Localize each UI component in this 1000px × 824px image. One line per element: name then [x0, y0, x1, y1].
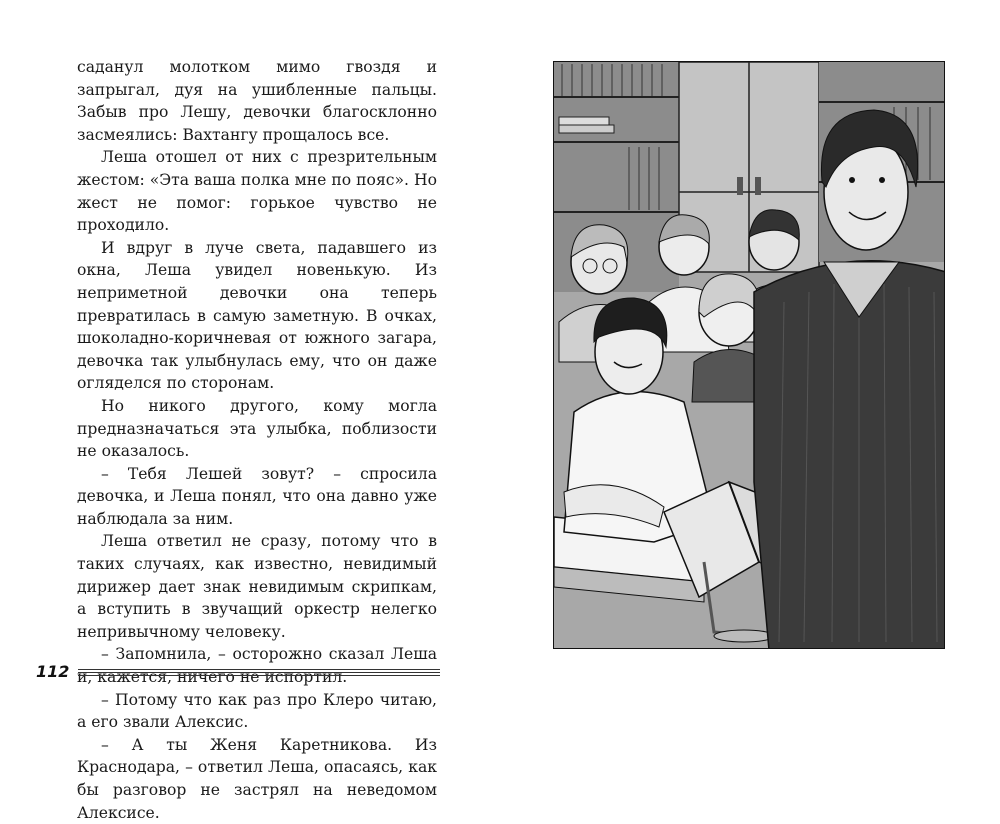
footer-rule — [78, 675, 440, 676]
paragraph-8: – Потому что как раз про Клеро читаю, а его звали Алексис. — [77, 690, 437, 732]
illustration-drawing — [554, 62, 945, 649]
paragraph-9: – А ты Женя Каретникова. Из Краснодара, – ответил Леша, опасаясь, как бы разговор не застрял на неведомом Алексисе. — [77, 735, 437, 822]
classroom-illustration — [553, 61, 945, 649]
paragraph-6: Леша ответил не сразу, потому что в таких случаях, как известно, невидимый дирижер дает знак невидимым скрипкам, а вступить в звучащий оркестр нелегко непривычному человеку. — [77, 532, 437, 641]
text-column — [77, 56, 437, 824]
paragraph-7: – Запомнила, – осторожно сказал Леша и, кажется, ничего не испортил. — [77, 645, 437, 687]
paragraph-4: Но никого другого, кому могла предназначаться эта улыбка, поблизости не оказалось. — [77, 396, 437, 461]
page-number: 112 — [36, 662, 70, 681]
footer-rule — [78, 669, 440, 670]
paragraph-1: саданул молотком мимо гвоздя и запрыгал, дуя на ушибленные пальцы. Забыв про Лешу, девочки благосклонно засмеялись: Вахтангу прощалось все. — [77, 58, 437, 144]
paragraph-3: И вдруг в луче света, падавшего из окна, Леша увидел новенькую. Из неприметной девочки она теперь превратилась в самую заметную. В очках, шоколадно-коричневая от южного загара, девочка так улыбнулась ему, что он даже огляделся по сторонам. — [77, 238, 437, 393]
footer-rule — [78, 672, 440, 673]
paragraph-2: Леша отошел от них с презрительным жестом: «Эта ваша полка мне по пояс». Но жест не помог: горькое чувство не проходило. — [77, 148, 437, 235]
paragraph-5: – Тебя Лешей зовут? – спросила девочка, и Леша понял, что она давно уже наблюдала за ним. — [77, 464, 437, 528]
page-footer — [30, 660, 440, 686]
